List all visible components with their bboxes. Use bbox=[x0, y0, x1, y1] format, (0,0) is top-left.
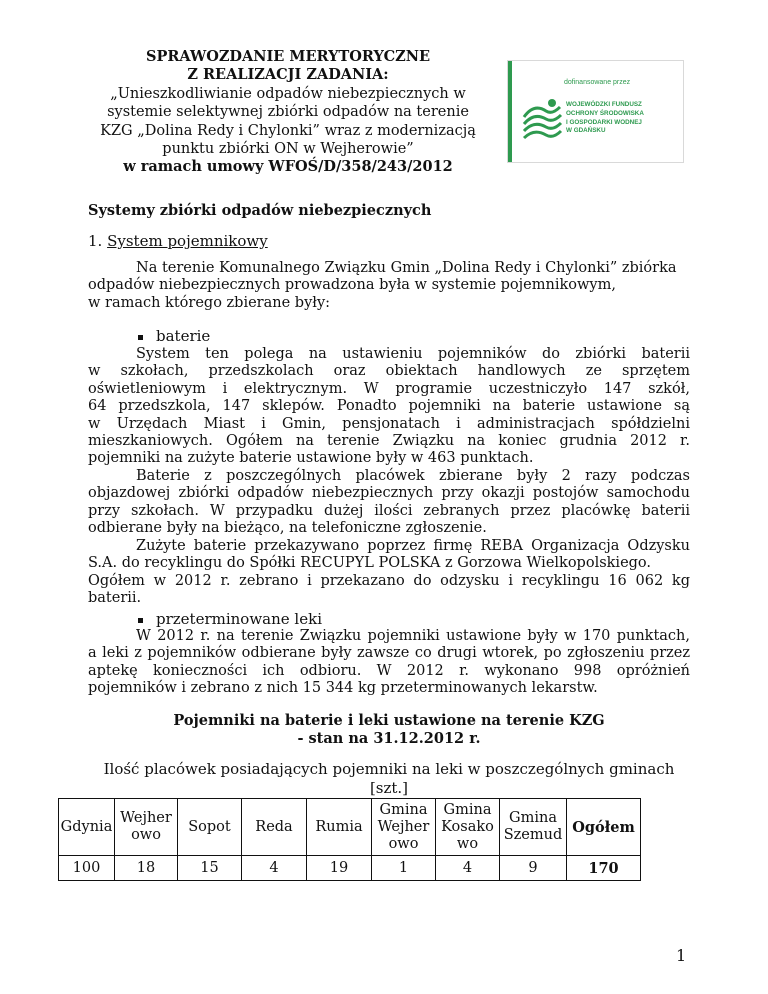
square-bullet-icon bbox=[138, 335, 143, 340]
table-cell-total: 170 bbox=[567, 856, 641, 881]
paragraph-line: baterii. bbox=[88, 590, 142, 607]
batteries-paragraph-1 bbox=[88, 346, 690, 468]
table-row bbox=[59, 856, 641, 881]
task-name-line: systemie selektywnej zbiórki odpadów na terenie bbox=[107, 104, 469, 121]
paragraph-line: oświetleniowym i elektrycznym. W programie uczestniczyło 147 szkół, bbox=[88, 380, 690, 397]
table-header-cell: Gmina Wejher owo bbox=[372, 799, 436, 856]
table-cell: 9 bbox=[500, 856, 567, 881]
table-header-cell: Reda bbox=[242, 799, 307, 856]
paragraph-line: System ten polega na ustawieniu pojemników do zbiórki baterii bbox=[136, 346, 690, 362]
document-title-block bbox=[88, 48, 488, 177]
section-heading: Systemy zbiórki odpadów niebezpiecznych bbox=[88, 202, 432, 219]
table-header-cell: Rumia bbox=[307, 799, 372, 856]
subsection-number: 1. bbox=[88, 232, 103, 250]
paragraph-line: a leki z pojemników odbierane były zawsze co drugi wtorek, po zgłoszeniu przez bbox=[88, 645, 690, 662]
paragraph-line: 64 przedszkola, 147 sklepów. Ponadto pojemniki na baterie ustawione są bbox=[88, 398, 690, 415]
task-name-line: „Unieszkodliwianie odpadów niebezpiecznych w bbox=[110, 85, 466, 102]
logo-caption: dofinansowane przez bbox=[564, 79, 631, 86]
table-header-cell: Gdynia bbox=[59, 799, 115, 856]
intro-paragraph bbox=[88, 260, 690, 312]
logo-accent-bar bbox=[508, 61, 512, 162]
task-name-line: KZG „Dolina Redy i Chylonki” wraz z modernizacją bbox=[100, 122, 476, 139]
paragraph-line: przy szkołach. W przypadku dużej ilości zebranych przez placówkę baterii bbox=[88, 502, 690, 519]
table-caption-line: [szt.] bbox=[369, 779, 409, 797]
paragraph-line: S.A. do recyklingu do Spółki RECUPYL POLSKA z Gorzowa Wielkopolskiego. bbox=[88, 555, 652, 572]
table-header-row bbox=[59, 799, 641, 856]
paragraph-line: odbierane były na bieżąco, na telefoniczne zgłoszenie. bbox=[88, 520, 487, 537]
table-cell: 1 bbox=[372, 856, 436, 881]
table-cell: 19 bbox=[307, 856, 372, 881]
bullet-label: przeterminowane leki bbox=[156, 610, 322, 628]
paragraph-line: Ogółem w 2012 r. zebrano i przekazano do odzysku i recyklingu 16 062 kg bbox=[88, 572, 690, 589]
paragraph-line: w Urzędach Miast i Gmin, pensjonatach i administracjach spółdzielni bbox=[88, 415, 690, 432]
table-cell: 18 bbox=[115, 856, 178, 881]
agreement-number: w ramach umowy WFOŚ/D/358/243/2012 bbox=[123, 158, 453, 176]
paragraph-line: Zużyte baterie przekazywano poprzez firmę REBA Organizacja Odzysku bbox=[136, 538, 690, 554]
table-header-cell: Gmina Kosako wo bbox=[436, 799, 500, 856]
paragraph-line: aptekę konieczności ich odbioru. W 2012 r. wykonano 998 opróżnień bbox=[88, 662, 690, 679]
report-title: SPRAWOZDANIE MERYTORYCZNE bbox=[145, 48, 431, 65]
collection-points-table bbox=[58, 798, 641, 881]
square-bullet-icon bbox=[138, 618, 143, 623]
report-subtitle: Z REALIZACJI ZADANIA: bbox=[187, 66, 389, 84]
subsection-heading bbox=[88, 232, 268, 250]
paragraph-line: w ramach którego zbierane były: bbox=[88, 294, 331, 311]
table-title bbox=[88, 712, 690, 748]
table-title-line: - stan na 31.12.2012 r. bbox=[297, 730, 481, 747]
paragraph-line: odpadów niebezpiecznych prowadzona była w systemie pojemnikowym, bbox=[88, 277, 616, 294]
table-header-cell: Wejher owo bbox=[115, 799, 178, 856]
paragraph-line: mieszkaniowych. Ogółem na terenie Związku na koniec grudnia 2012 r. bbox=[88, 433, 690, 450]
subsection-title: System pojemnikowy bbox=[107, 232, 268, 250]
table-cell: 4 bbox=[436, 856, 500, 881]
logo-fund-line: OCHRONY ŚRODOWISKA bbox=[566, 109, 644, 117]
paragraph-line: pojemniki na zużyte baterie ustawione były w 463 punktach. bbox=[88, 450, 534, 467]
table-cell: 15 bbox=[178, 856, 242, 881]
table-caption bbox=[88, 760, 690, 798]
table-cell: 100 bbox=[59, 856, 115, 881]
medicines-paragraph bbox=[88, 628, 690, 698]
logo-fund-line: W GDAŃSKU bbox=[566, 127, 606, 135]
page-number: 1 bbox=[676, 946, 687, 965]
table-caption-line: Ilość placówek posiadających pojemniki na leki w poszczególnych gminach bbox=[103, 760, 675, 778]
wave-emblem-icon bbox=[522, 97, 564, 143]
paragraph-line: Baterie z poszczególnych placówek zbierane były 2 razy podczas bbox=[136, 468, 690, 484]
table-cell: 4 bbox=[242, 856, 307, 881]
bullet-medicines bbox=[138, 610, 322, 628]
batteries-paragraph-3 bbox=[88, 538, 690, 608]
bullet-batteries bbox=[138, 327, 210, 345]
batteries-paragraph-2 bbox=[88, 468, 690, 538]
table-header-cell: Sopot bbox=[178, 799, 242, 856]
task-name-line: punktu zbiórki ON w Wejherowie” bbox=[162, 141, 414, 158]
paragraph-line: W 2012 r. na terenie Związku pojemniki ustawione były w 170 punktach, bbox=[136, 628, 690, 644]
paragraph-line: pojemników i zebrano z nich 15 344 kg przeterminowanych lekarstw. bbox=[88, 680, 598, 697]
table-header-cell-total: Ogółem bbox=[567, 799, 641, 856]
bullet-label: baterie bbox=[156, 327, 211, 345]
table-header-cell: Gmina Szemud bbox=[500, 799, 567, 856]
paragraph-line: Na terenie Komunalnego Związku Gmin „Dolina Redy i Chylonki” zbiórka bbox=[136, 260, 677, 276]
table-title-line: Pojemniki na baterie i leki ustawione na terenie KZG bbox=[173, 712, 605, 729]
paragraph-line: objazdowej zbiórki odpadów niebezpiecznych przy okazji postojów samochodu bbox=[88, 485, 690, 502]
logo-fund-name bbox=[566, 101, 676, 136]
logo-fund-line: WOJEWÓDZKI FUNDUSZ bbox=[566, 101, 642, 108]
paragraph-line: w szkołach, przedszkolach oraz obiektach handlowych ze sprzętem bbox=[88, 363, 690, 380]
wfosigw-logo bbox=[507, 60, 684, 163]
logo-fund-line: I GOSPODARKI WODNEJ bbox=[566, 118, 642, 126]
